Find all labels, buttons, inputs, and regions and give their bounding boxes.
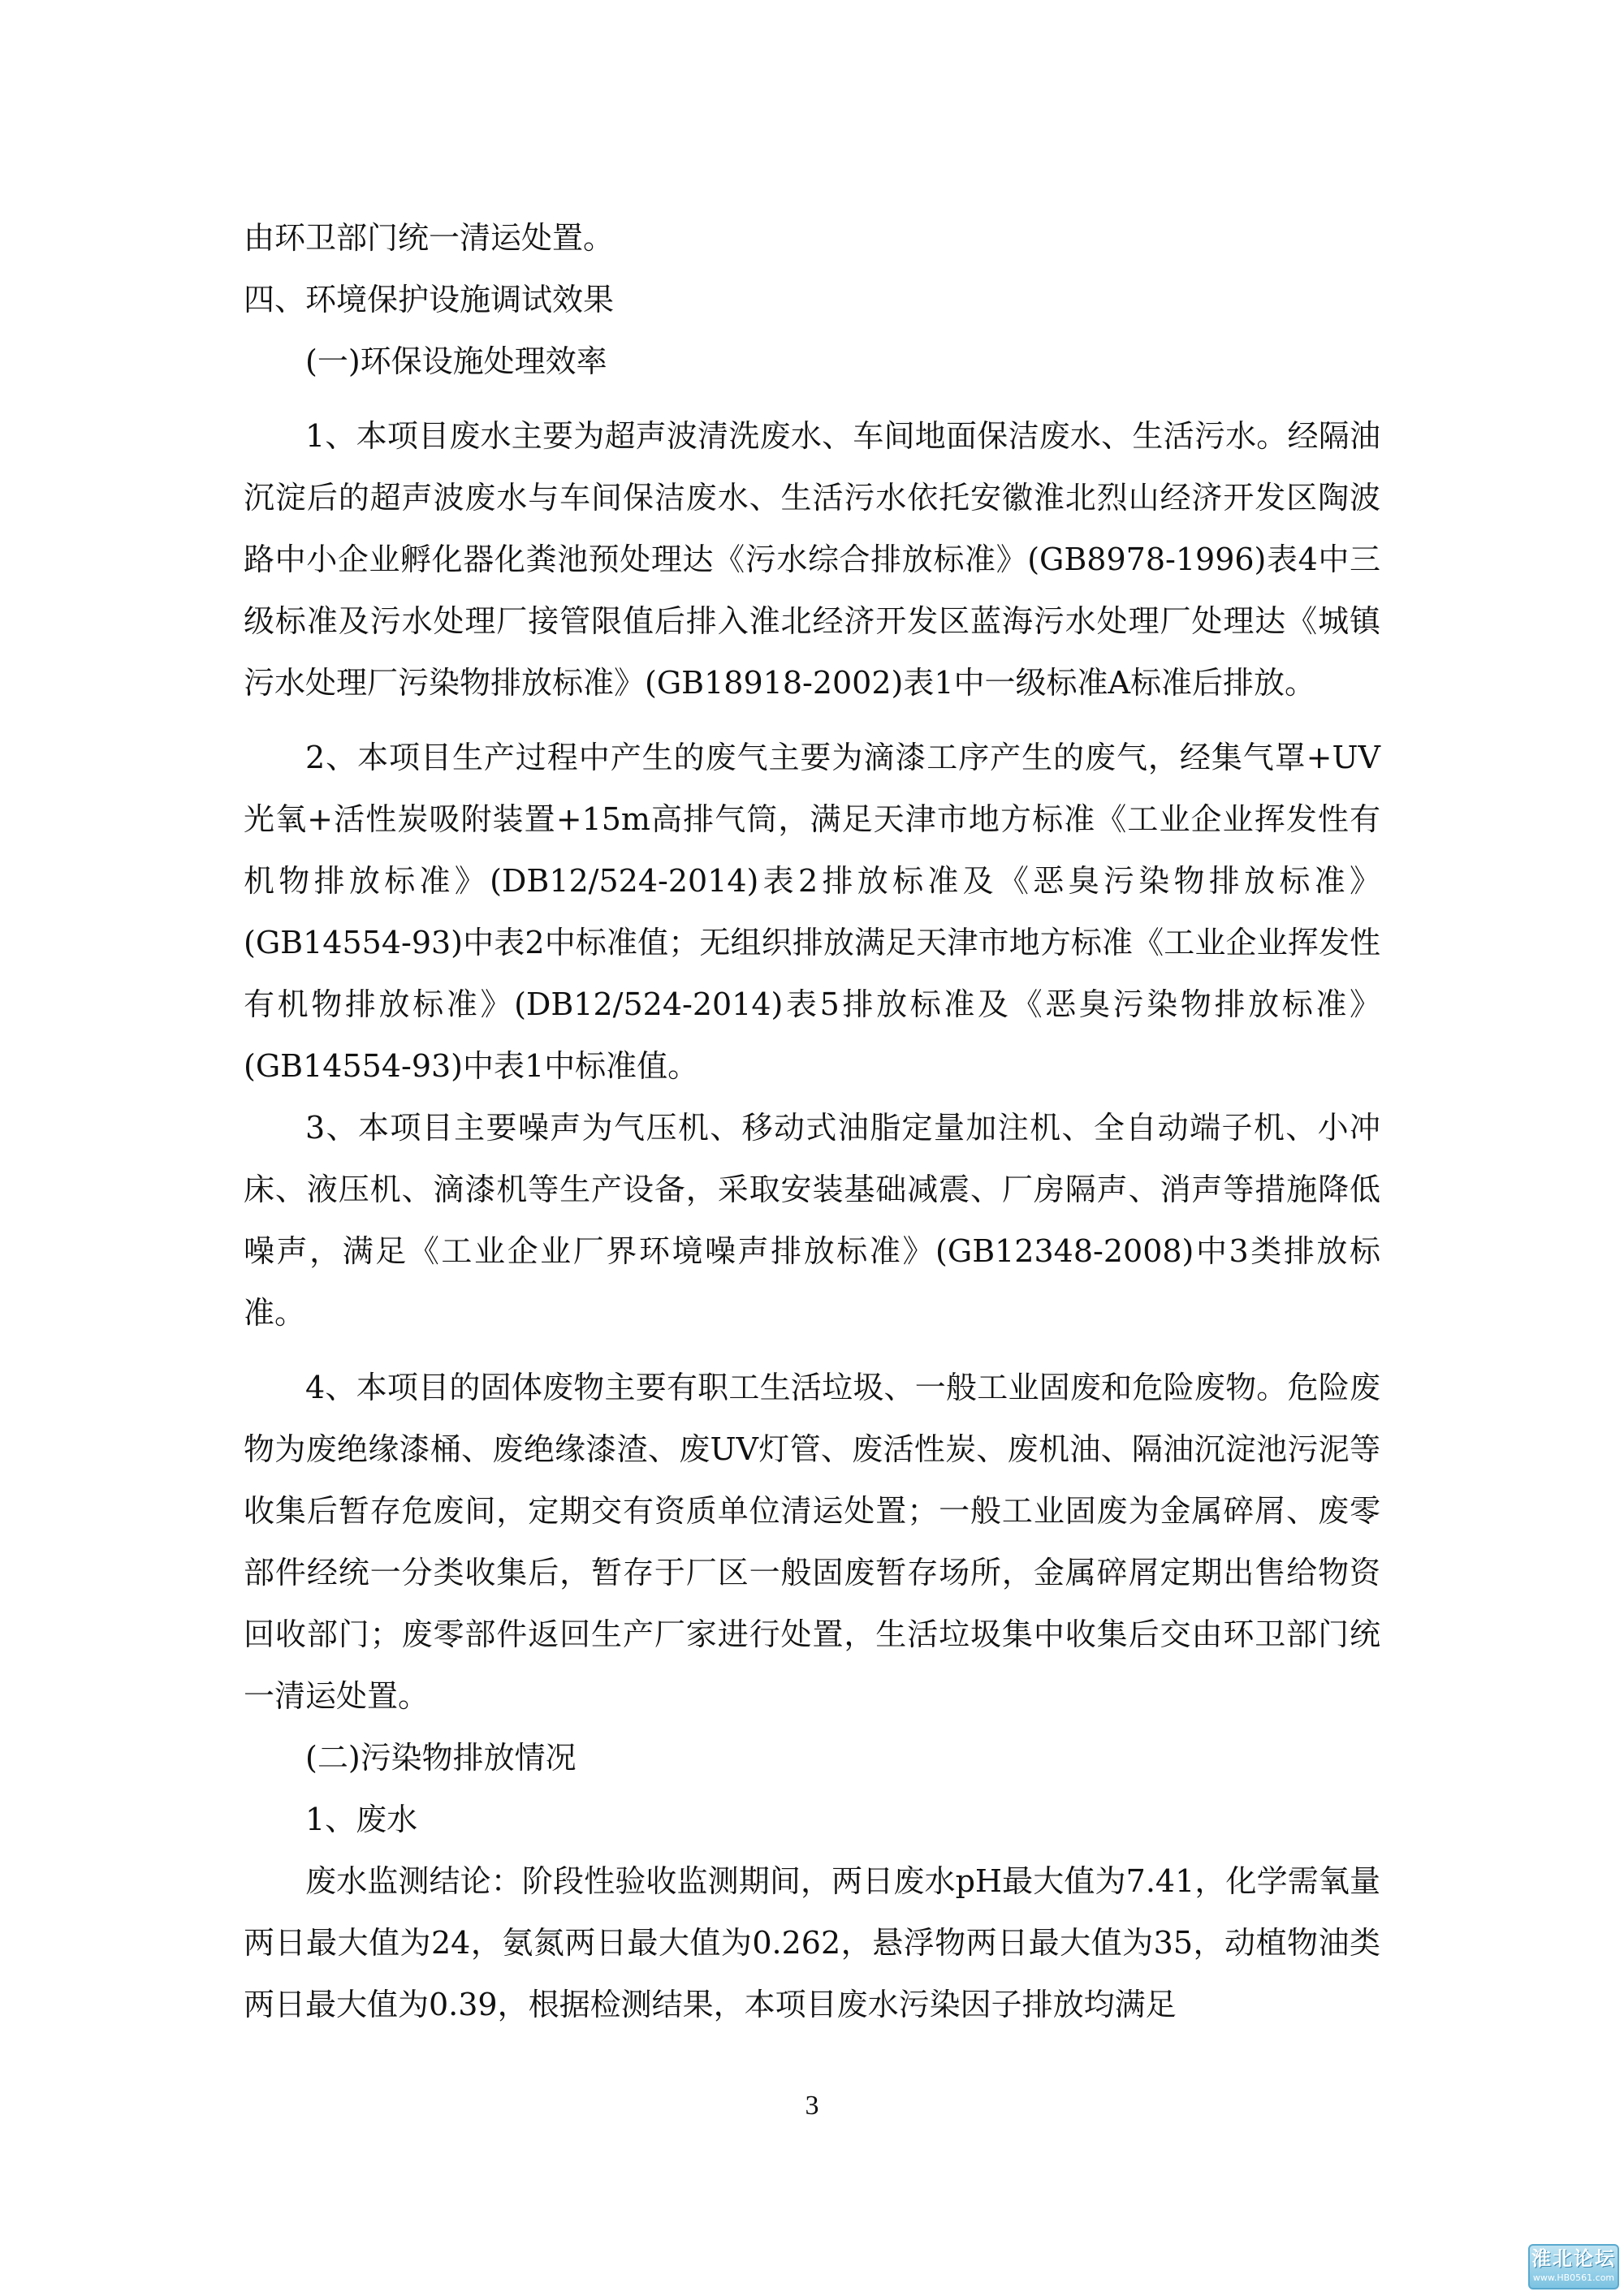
forum-watermark-logo	[1528, 2244, 1619, 2290]
paragraph-wastewater-conclusion: 废水监测结论：阶段性验收监测期间，两日废水pH最大值为7.41，化学需氧量两日最大值为24，氨氮两日最大值为0.262，悬浮物两日最大值为35，动植物油类两日最大值为0.39，根据检测结果，本项目废水污染因子排放均满足	[244, 1863, 1380, 2022]
paragraph-continuation: 由环卫部门统一清运处置。	[244, 220, 615, 256]
page-number: 3	[805, 2091, 819, 2121]
watermark-title: 淮北论坛	[1531, 2247, 1616, 2270]
watermark-url: www.HB0561.com	[1532, 2272, 1615, 2283]
paragraph-solid-waste: 4、本项目的固体废物主要有职工生活垃圾、一般工业固废和危险废物。危险废物为废绝缘漆桶、废绝缘漆渣、废UV灯管、废活性炭、废机油、隔油沉淀池污泥等收集后暂存危废间，定期交有资质单位清运处置；一般工业固废为金属碎屑、废零部件经统一分类收集后，暂存于厂区一般固废暂存场所，金属碎屑定期出售给物资回收部门；废零部件返回生产厂家进行处置，生活垃圾集中收集后交由环卫部门统一清运处置。	[244, 1370, 1380, 1714]
subsection-heading-emissions: (二)污染物排放情况	[305, 1740, 577, 1776]
document-body	[244, 207, 1380, 2035]
section-heading: 四、环境保护设施调试效果	[244, 282, 615, 317]
subsection-heading-efficiency: (一)环保设施处理效率	[305, 343, 607, 379]
paragraph-noise: 3、本项目主要噪声为气压机、移动式油脂定量加注机、全自动端子机、小冲床、液压机、滴漆机等生产设备，采取安装基础减震、厂房隔声、消声等措施降低噪声，满足《工业企业厂界环境噪声排放标准》(GB12348-2008)中3类排放标准。	[244, 1110, 1380, 1331]
subsection-heading-wastewater: 1、废水	[305, 1802, 418, 1837]
paragraph-exhaust-gas: 2、本项目生产过程中产生的废气主要为滴漆工序产生的废气，经集气罩+UV光氧+活性炭吸附装置+15m高排气筒，满足天津市地方标准《工业企业挥发性有机物排放标准》(DB12/524-2014)表2排放标准及《恶臭污染物排放标准》(GB14554-93)中表2中标准值；无组织排放满足天津市地方标准《工业企业挥发性有机物排放标准》(DB12/524-2014)表5排放标准及《恶臭污染物排放标准》(GB14554-93)中表1中标准值。	[244, 740, 1380, 1084]
paragraph-wastewater: 1、本项目废水主要为超声波清洗废水、车间地面保洁废水、生活污水。经隔油沉淀后的超声波废水与车间保洁废水、生活污水依托安徽淮北烈山经济开发区陶波路中小企业孵化器化粪池预处理达《污水综合排放标准》(GB8978-1996)表4中三级标准及污水处理厂接管限值后排入淮北经济开发区蓝海污水处理厂处理达《城镇污水处理厂污染物排放标准》(GB18918-2002)表1中一级标准A标准后排放。	[244, 418, 1380, 701]
